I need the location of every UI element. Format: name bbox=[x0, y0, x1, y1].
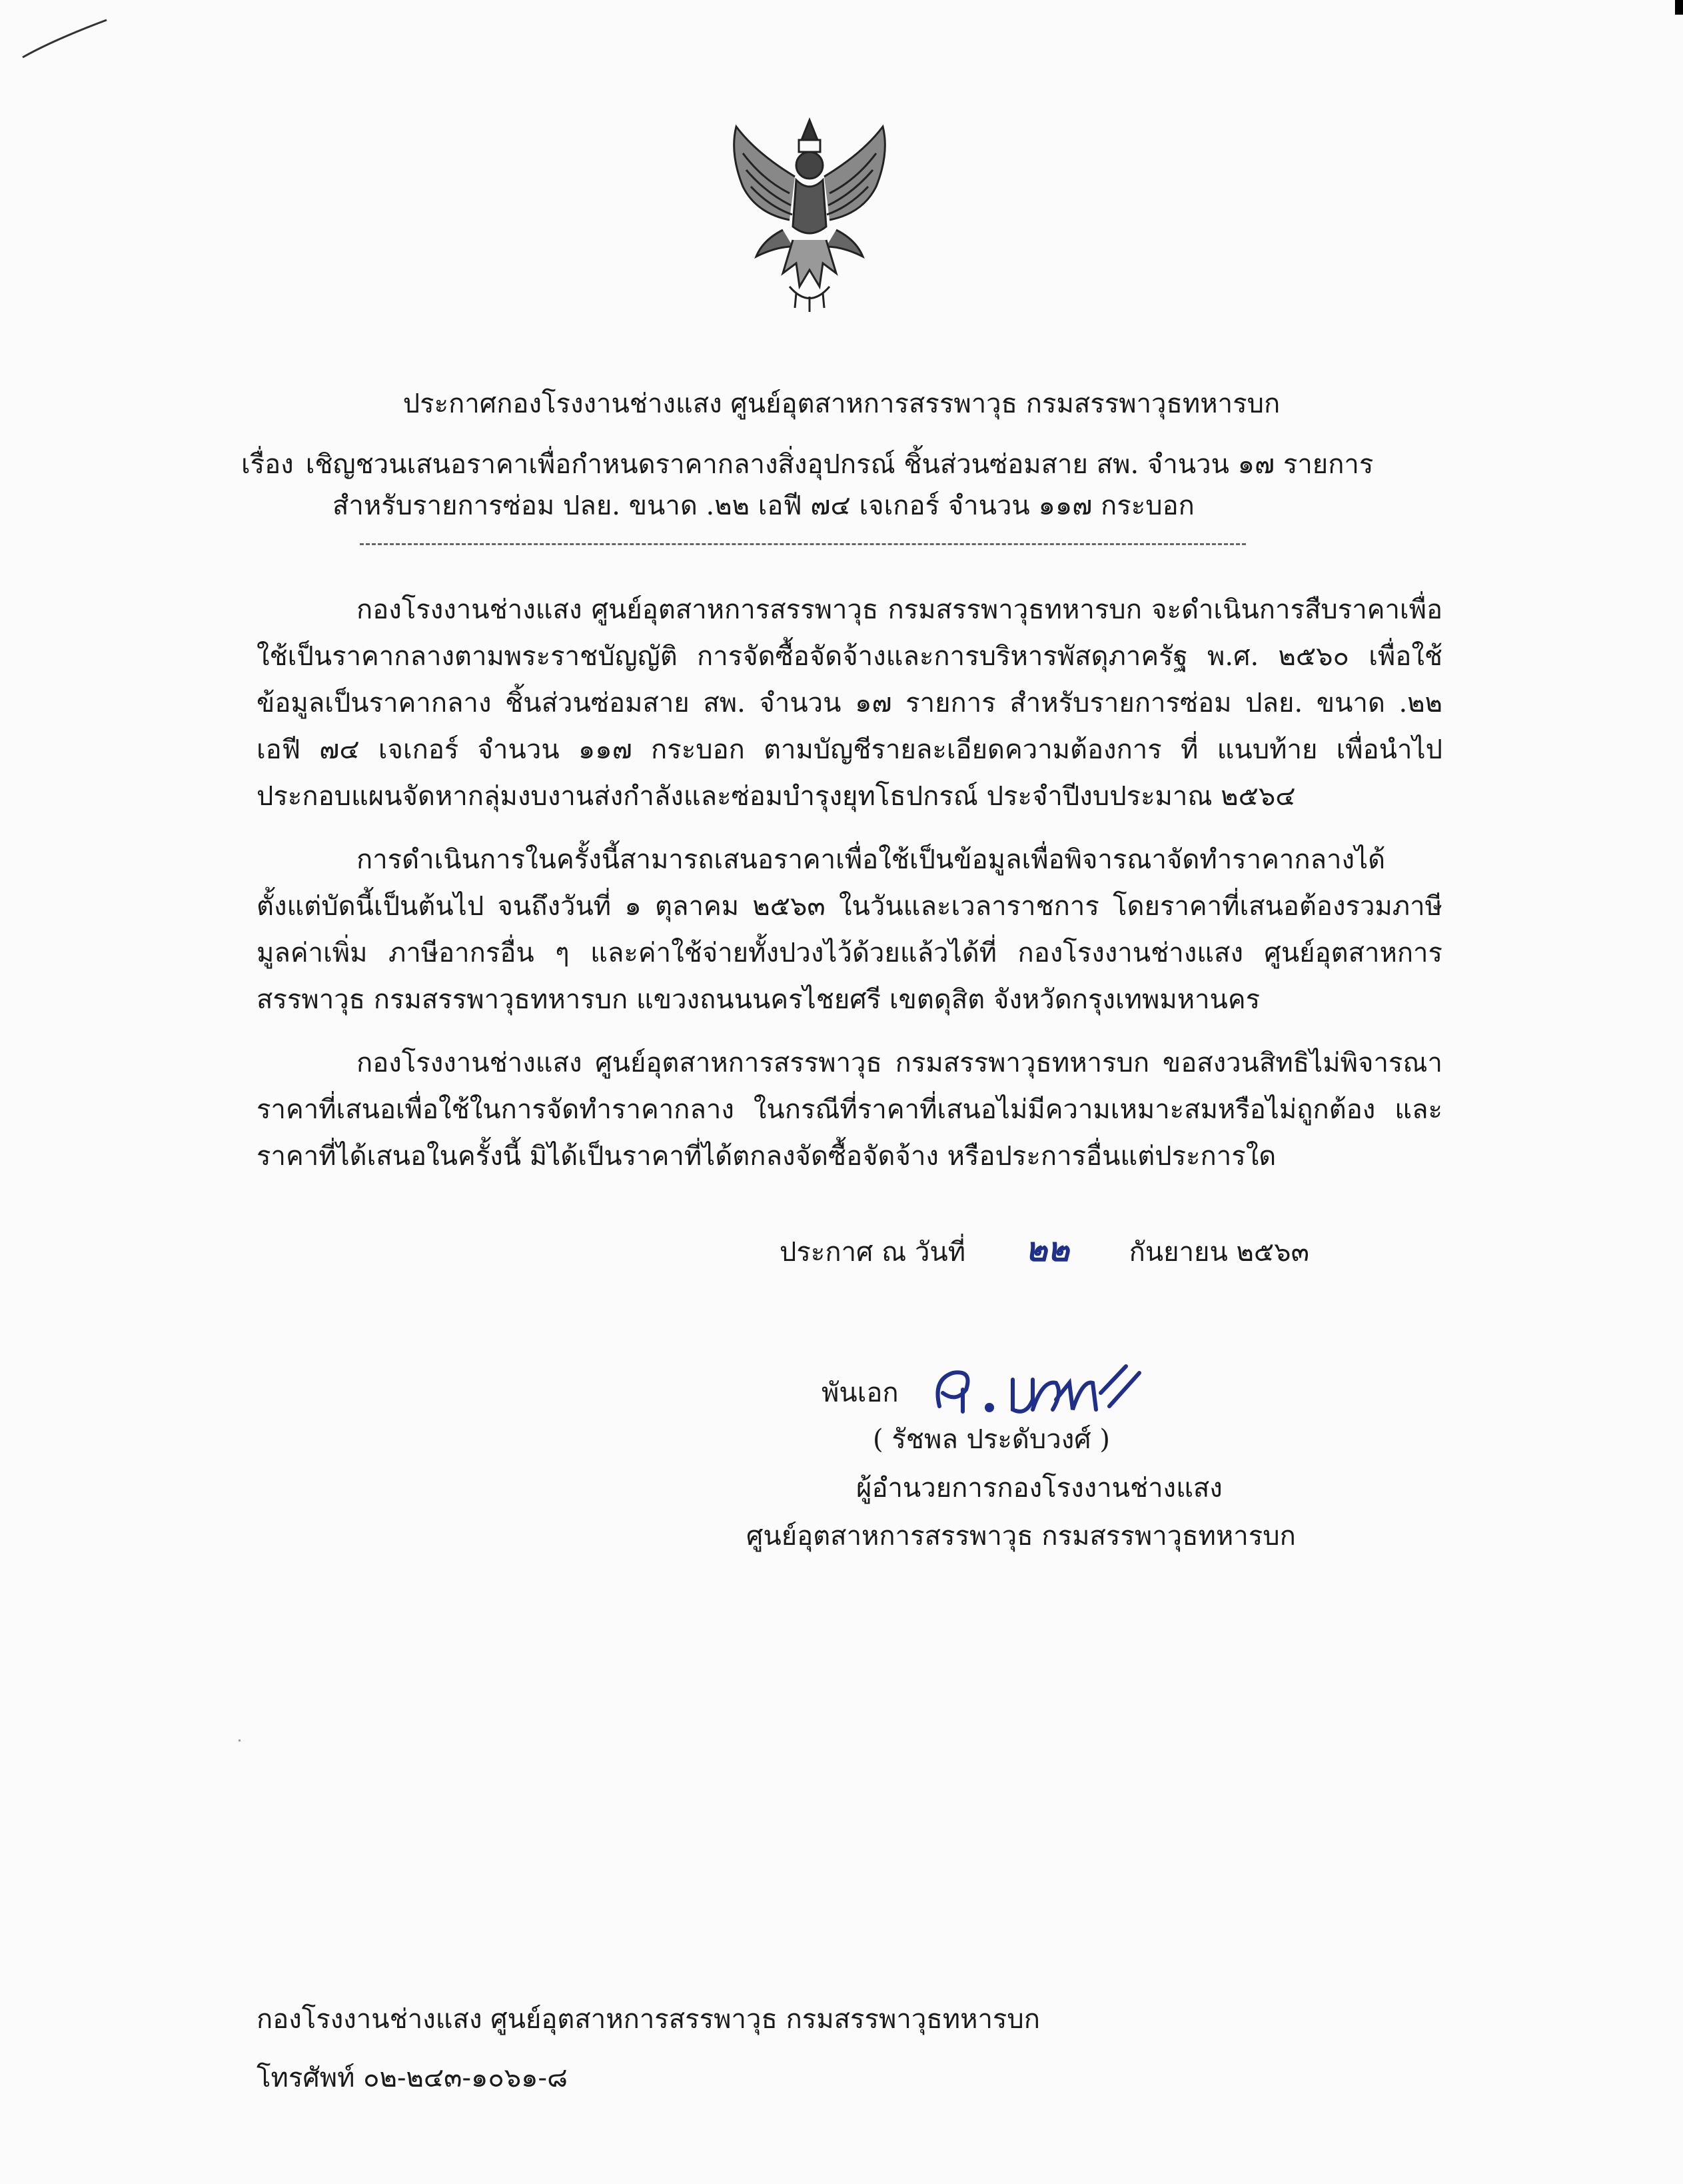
announcement-month-year: กันยายน ๒๕๖๓ bbox=[1129, 1237, 1309, 1268]
handwritten-signature bbox=[926, 1353, 1153, 1426]
garuda-emblem-icon bbox=[716, 113, 903, 313]
dashed-separator bbox=[360, 543, 1246, 545]
signatory-name: ( รัชพล ประดับวงศ์ ) bbox=[873, 1424, 1110, 1455]
announcement-date-prefix: ประกาศ ณ วันที่ bbox=[780, 1237, 966, 1268]
subject-line-2: สำหรับรายการซ่อม ปลย. ขนาด .๒๒ เอฟี ๗๔ เจเกอร์ จำนวน ๑๑๗ กระบอก bbox=[332, 491, 1195, 521]
pen-stroke-mark bbox=[20, 13, 113, 67]
subject-row-1 bbox=[241, 444, 1373, 485]
footer-organization: กองโรงงานช่างแสง ศูนย์อุตสาหการสรรพาวุธ กรมสรรพาวุธทหารบก bbox=[257, 2004, 1041, 2035]
subject-label: เรื่อง bbox=[241, 449, 294, 480]
body-paragraph-2: การดำเนินการในครั้งนี้สามารถเสนอราคาเพื่อใช้เป็นข้อมูลเพื่อพิจารณาจัดทำราคากลางได้ตั้งแต่บัดนี้เป็นต้นไป จนถึงวันที่ ๑ ตุลาคม ๒๕๖๓ ในวันและเวลาราชการ โดยราคาที่เสนอต้องรวมภาษีมูลค่าเพิ่ม ภาษีอากรอื่น ๆ และค่าใช้จ่ายทั้งปวงไว้ด้วยแล้วได้ที่ กองโรงงานช่างแสง ศูนย์อุตสาหการสรรพาวุธ กรมสรรพาวุธทหารบก แขวงถนนนครไชยศรี เขตดุสิต จังหวัดกรุงเทพมหานคร bbox=[257, 844, 1442, 1015]
subject-block bbox=[241, 444, 1373, 527]
scan-edge-mark bbox=[1675, 0, 1683, 15]
scan-speck bbox=[239, 1739, 241, 1741]
signatory-position-line-1: ผู้อำนวยการกองโรงงานช่างแสง bbox=[856, 1473, 1223, 1504]
signatory-rank: พันเอก bbox=[822, 1378, 899, 1408]
announcement-day: ๒๒ bbox=[1025, 1230, 1069, 1269]
subject-line-1: เชิญชวนเสนอราคาเพื่อกำหนดราคากลางสิ่งอุปกรณ์ ชิ้นส่วนซ่อมสาย สพ. จำนวน ๑๗ รายการ bbox=[305, 449, 1374, 480]
announcement-date bbox=[780, 1230, 1309, 1272]
body-paragraph-1: กองโรงงานช่างแสง ศูนย์อุตสาหการสรรพาวุธ กรมสรรพาวุธทหารบก จะดำเนินการสืบราคาเพื่อใช้เป็นราคากลางตามพระราชบัญญัติ การจัดซื้อจัดจ้างและการบริหารพัสดุภาครัฐ พ.ศ. ๒๕๖๐ เพื่อใช้ข้อมูลเป็นราคากลาง ชิ้นส่วนซ่อมสาย สพ. จำนวน ๑๗ รายการ สำหรับรายการซ่อม ปลย. ขนาด .๒๒ เอฟี ๗๔ เจเกอร์ จำนวน ๑๑๗ กระบอก ตามบัญชีรายละเอียดความต้องการ ที่ แนบท้าย เพื่อนำไปประกอบแผนจัดหากลุ่มงบงานส่งกำลังและซ่อมบำรุงยุทโธปกรณ์ ประจำปีงบประมาณ ๒๕๖๔ bbox=[257, 594, 1442, 812]
body-paragraph-3: กองโรงงานช่างแสง ศูนย์อุตสาหการสรรพาวุธ กรมสรรพาวุธทหารบก ขอสงวนสิทธิไม่พิจารณาราคาที่เสนอเพื่อใช้ในการจัดทำราคากลาง ในกรณีที่ราคาที่เสนอไม่มีความเหมาะสมหรือไม่ถูกต้อง และราคาที่ได้เสนอในครั้งนี้ มิได้เป็นราคาที่ได้ตกลงจัดซื้อจัดจ้าง หรือประการอื่นแต่ประการใด bbox=[257, 1048, 1442, 1172]
signatory-position-line-2: ศูนย์อุตสาหการสรรพาวุธ กรมสรรพาวุธทหารบก bbox=[746, 1521, 1296, 1552]
footer-telephone: โทรศัพท์ ๐๒-๒๔๓-๑๐๖๑-๘ bbox=[257, 2063, 568, 2093]
announcement-title: ประกาศกองโรงงานช่างแสง ศูนย์อุตสาหการสรรพาวุธ กรมสรรพาวุธทหารบก bbox=[402, 389, 1281, 419]
